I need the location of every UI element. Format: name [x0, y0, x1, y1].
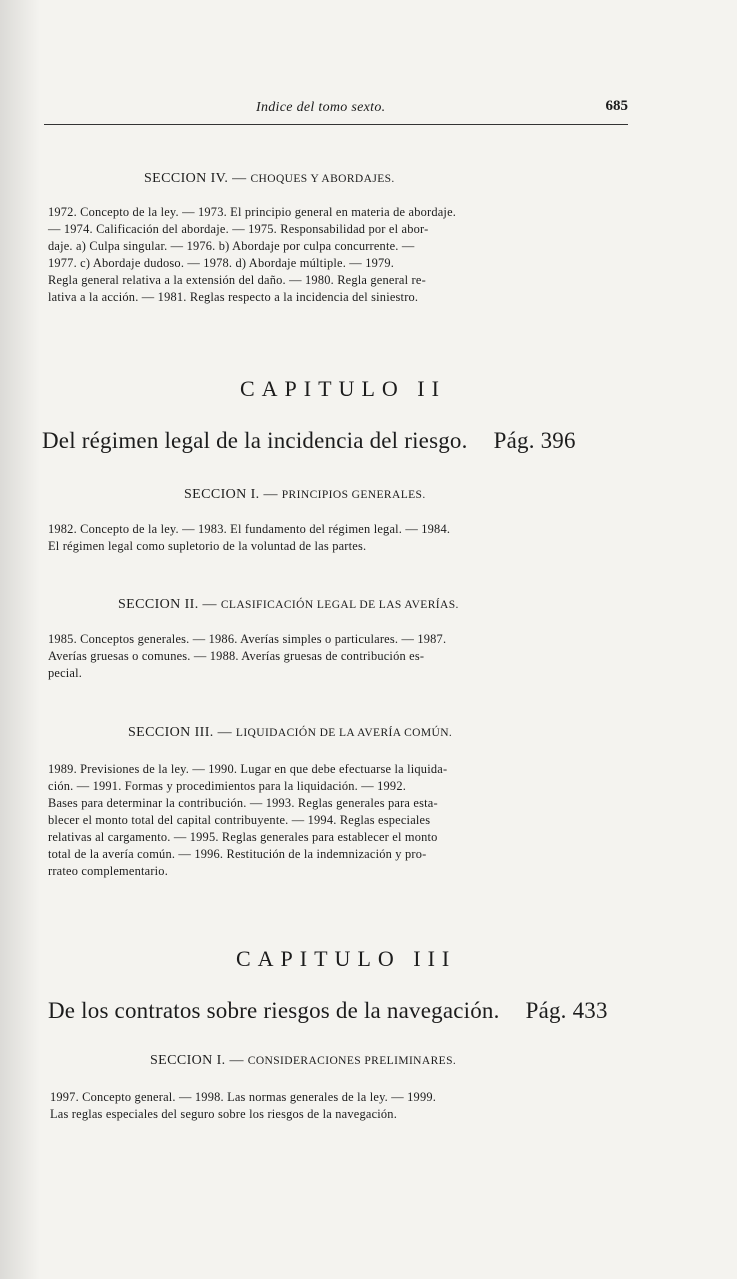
header-rule [44, 124, 628, 125]
entry-line: 1989. Previsiones de la ley. — 1990. Lugar en que debe efectuarse la liquida- [48, 762, 448, 776]
section-name: CHOQUES Y ABORDAJES. [250, 173, 395, 185]
section-label: SECCION II. — [118, 597, 217, 612]
section-heading [150, 1053, 456, 1069]
section-entries [48, 761, 447, 880]
section-label: SECCION III. — [128, 725, 232, 740]
entry-line: lativa a la acción. — 1981. Reglas respecto a la incidencia del siniestro. [48, 290, 419, 304]
section-heading [118, 597, 459, 613]
section-heading [128, 725, 452, 741]
chapter-page-ref: Pág. 433 [525, 998, 608, 1023]
section-label: SECCION I. — [184, 487, 278, 502]
entry-line: Averías gruesas o comunes. — 1988. Averías gruesas de contribución es- [48, 649, 425, 663]
section-name: LIQUIDACIÓN DE LA AVERÍA COMÚN. [235, 727, 453, 739]
entry-line: relativas al cargamento. — 1995. Reglas generales para establecer el monto [48, 830, 438, 844]
chapter-title [42, 428, 576, 454]
running-title: Indice del tomo sexto. [256, 100, 386, 115]
page-gutter-shadow [0, 0, 40, 1279]
chapter-page-ref: Pág. 396 [493, 428, 576, 453]
chapter-heading: CAPITULO III [236, 946, 457, 971]
entry-line: ción. — 1991. Formas y procedimientos para la liquidación. — 1992. [48, 779, 407, 793]
entry-line: Regla general relativa a la extensión del daño. — 1980. Regla general re- [48, 273, 426, 287]
section-entries [48, 521, 450, 555]
section-name: CLASIFICACIÓN LEGAL DE LAS AVERÍAS. [220, 599, 459, 611]
entry-line: rrateo complementario. [48, 864, 168, 878]
section-heading [184, 487, 426, 503]
entry-line: — 1974. Calificación del abordaje. — 1975. Responsabilidad por el abor- [48, 222, 429, 236]
chapter-title-text: De los contratos sobre riesgos de la navegación. [48, 998, 500, 1023]
entry-line: total de la avería común. — 1996. Restitución de la indemnización y pro- [48, 847, 427, 861]
section-entries [50, 1089, 436, 1123]
section-entries [48, 631, 446, 682]
entry-line: pecial. [48, 666, 83, 680]
entry-line: Las reglas especiales del seguro sobre los riesgos de la navegación. [50, 1107, 397, 1121]
running-header [44, 98, 628, 120]
chapter-heading: CAPITULO II [240, 376, 446, 401]
section-entries [48, 204, 456, 306]
entry-line: 1997. Concepto general. — 1998. Las normas generales de la ley. — 1999. [50, 1090, 437, 1104]
chapter-title [48, 998, 608, 1024]
section-name: CONSIDERACIONES PRELIMINARES. [247, 1055, 457, 1067]
entry-line: 1972. Concepto de la ley. — 1973. El principio general en materia de abordaje. [48, 205, 457, 219]
section-label: SECCION I. — [150, 1053, 244, 1068]
entry-line: 1982. Concepto de la ley. — 1983. El fundamento del régimen legal. — 1984. [48, 522, 451, 536]
page-number: 685 [605, 98, 628, 114]
entry-line: Bases para determinar la contribución. — 1993. Reglas generales para esta- [48, 796, 438, 810]
section-label: SECCION IV. — [144, 171, 247, 186]
entry-line: El régimen legal como supletorio de la voluntad de las partes. [48, 539, 367, 553]
chapter-title-text: Del régimen legal de la incidencia del riesgo. [42, 428, 468, 453]
section-heading [144, 171, 395, 187]
section-name: PRINCIPIOS GENERALES. [281, 489, 426, 501]
entry-line: 1977. c) Abordaje dudoso. — 1978. d) Abordaje múltiple. — 1979. [48, 256, 395, 270]
entry-line: daje. a) Culpa singular. — 1976. b) Abordaje por culpa concurrente. — [48, 239, 415, 253]
entry-line: blecer el monto total del capital contribuyente. — 1994. Reglas especiales [48, 813, 431, 827]
entry-line: 1985. Conceptos generales. — 1986. Averías simples o particulares. — 1987. [48, 632, 447, 646]
